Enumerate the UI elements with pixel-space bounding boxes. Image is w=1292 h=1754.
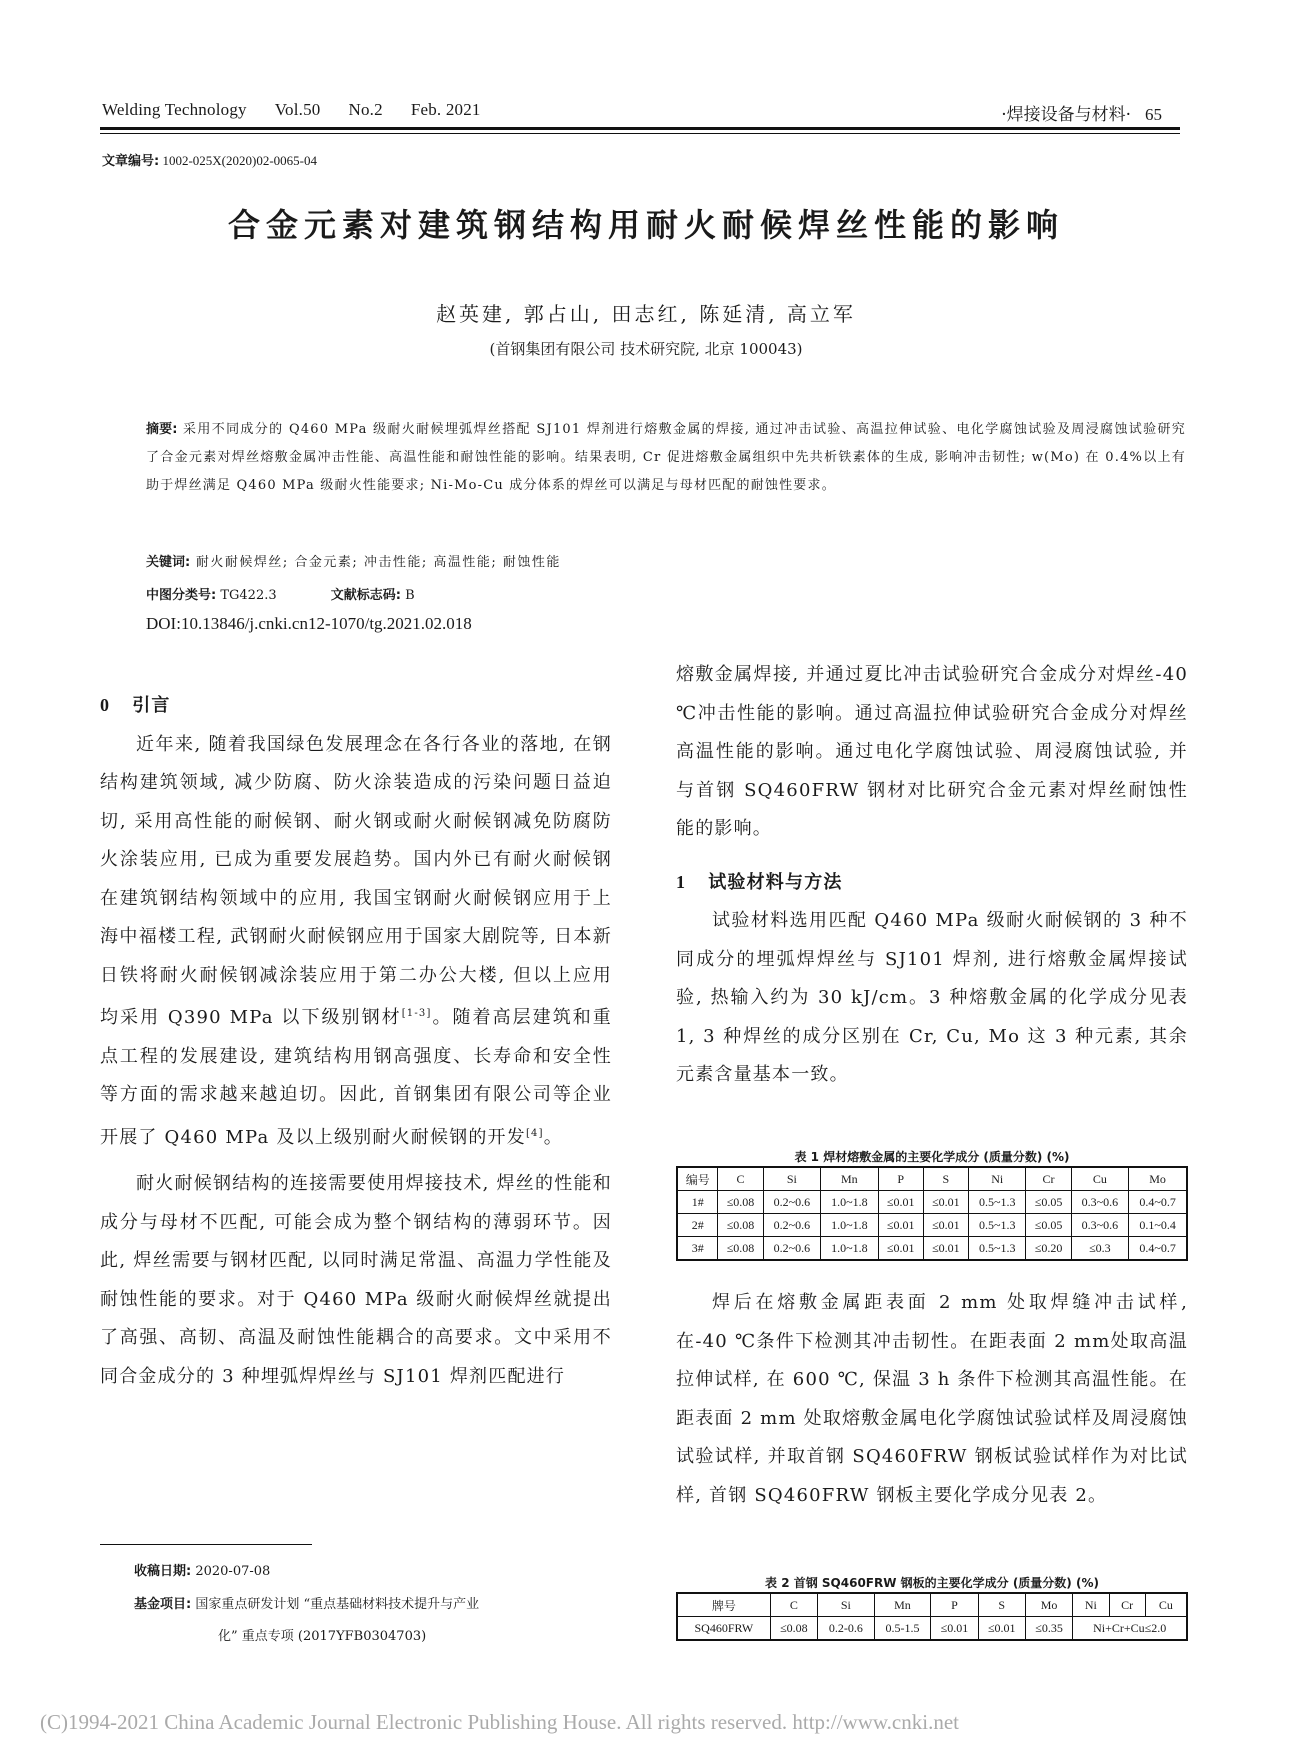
clc-label: 中图分类号:	[146, 588, 217, 603]
paragraph: 试验材料选用匹配 Q460 MPa 级耐火耐候钢的 3 种不同成分的埋弧焊焊丝与 SJ101 焊剂, 进行熔敷金属焊接试验, 热输入约为 30 kJ/cm。3 种熔敷金属的化学成分见表 1, 3 种焊丝的成分区别在 Cr, Cu, Mo 这 3 种元素, 其余元素含量基本一致。	[676, 910, 1188, 1085]
table-cell: 0.4~0.7	[1129, 1237, 1187, 1261]
received-label: 收稿日期:	[134, 1564, 192, 1579]
section-title: 试验材料与方法	[708, 871, 843, 893]
table-cell: ≤0.01	[931, 1617, 978, 1641]
keywords-text: 耐火耐候焊丝; 合金元素; 冲击性能; 高温性能; 耐蚀性能	[195, 555, 561, 570]
table-cell: ≤0.01	[878, 1237, 923, 1261]
running-header-right	[1001, 100, 1162, 125]
right-column-cont	[676, 1284, 1188, 1515]
column-header: C	[770, 1593, 817, 1617]
footnote-rule	[100, 1544, 312, 1545]
column-header: Si	[763, 1167, 821, 1191]
text: 。	[543, 1126, 563, 1148]
column-header: Ni	[968, 1167, 1026, 1191]
column-header: Mn	[874, 1593, 931, 1617]
doi: DOI:10.13846/j.cnki.cn12-1070/tg.2021.02.018	[146, 614, 472, 633]
table-cell: 0.3~0.6	[1071, 1191, 1129, 1214]
running-header-left	[102, 100, 509, 120]
paragraph	[100, 726, 612, 1158]
section-heading-1	[676, 863, 1188, 903]
column-header: Cr	[1026, 1167, 1071, 1191]
section-number: 1	[676, 871, 687, 892]
table-cell: 0.5~1.3	[968, 1214, 1026, 1237]
column-header: Cu	[1071, 1167, 1129, 1191]
paper-title: 合金元素对建筑钢结构用耐火耐候焊丝性能的影响	[227, 206, 1064, 244]
text: 近年来, 随着我国绿色发展理念在各行各业的落地, 在钢结构建筑领域, 减少防腐、防火涂装造成的污染问题日益迫切, 采用高性能的耐候钢、耐火钢或耐火耐候钢减免防腐防火涂装应用, 已成为重要发展趋势。国内外已有耐火耐候钢在建筑钢结构领域中的应用, 我国宝钢耐火耐候钢应用于上海中福楼工程, 武钢耐火耐候钢应用于国家大剧院等, 日本新日铁将耐火耐候钢减涂装应用于第二办公大楼, 但以上应用均采用 Q390 MPa 以下级别钢材	[100, 733, 612, 1028]
table-cell: Ni+Cr+Cu≤2.0	[1073, 1617, 1187, 1641]
column-header: C	[718, 1167, 763, 1191]
table-cell: 1.0~1.8	[821, 1237, 879, 1261]
table-cell: ≤0.20	[1026, 1237, 1071, 1261]
fund-project-cont: 化” 重点专项 (2017YFB0304703)	[218, 1629, 427, 1644]
table2	[676, 1592, 1188, 1641]
column-header: 牌号	[677, 1593, 770, 1617]
column-header: Mo	[1025, 1593, 1072, 1617]
section-number: 0	[100, 695, 111, 715]
table-cell: ≤0.08	[718, 1237, 763, 1261]
fund-text: 国家重点研发计划 “重点基础材料技术提升与产业	[195, 1597, 480, 1612]
page-number: 65	[1145, 105, 1162, 124]
column-header: Si	[818, 1593, 875, 1617]
clc-value: TG422.3	[220, 588, 277, 603]
column-header: P	[931, 1593, 978, 1617]
table-cell: ≤0.01	[923, 1191, 968, 1214]
table-cell: ≤0.01	[878, 1191, 923, 1214]
text: 。随着高层建筑和重点工程的发展建设, 建筑结构用钢高强度、长寿命和安全性等方面的需求越来越迫切。因此, 首钢集团有限公司等企业开展了 Q460 MPa 及以上级别耐火耐候钢的开发	[100, 1007, 612, 1148]
table-row	[677, 1214, 1187, 1237]
table-cell: 1#	[677, 1191, 718, 1214]
table-cell: 2#	[677, 1214, 718, 1237]
section-name: ·焊接设备与材料·	[1001, 105, 1131, 125]
pub-date: Feb. 2021	[410, 100, 481, 119]
table-cell: ≤0.01	[923, 1214, 968, 1237]
table-cell: ≤0.35	[1025, 1617, 1072, 1641]
table-cell: 0.4~0.7	[1129, 1191, 1187, 1214]
table1	[676, 1166, 1188, 1261]
table-cell: 1.0~1.8	[821, 1214, 879, 1237]
left-column	[100, 686, 612, 1396]
article-number-value: 1002-025X(2020)02-0065-04	[162, 153, 317, 168]
abstract-label: 摘要:	[146, 422, 178, 437]
paragraph: 耐火耐候钢结构的连接需要使用焊接技术, 焊丝的性能和成分与母材不匹配, 可能会成为整个钢结构的薄弱环节。因此, 焊丝需要与钢材匹配, 以同时满足常温、高温力学性能及耐蚀性能的要求。对于 Q460 MPa 级耐火耐候焊丝就提出了高强、高韧、高温及耐蚀性能耦合的高要求。文中采用不同合金成分的 3 种埋弧焊焊丝与 SJ101 焊剂匹配进行	[100, 1173, 612, 1387]
table-cell: ≤0.08	[770, 1617, 817, 1641]
abstract-text: 采用不同成分的 Q460 MPa 级耐火耐候埋弧焊丝搭配 SJ101 焊剂进行熔敷金属的焊接, 通过冲击试验、高温拉伸试验、电化学腐蚀试验及周浸腐蚀试验研究了合金元素对焊丝熔敷金属冲击性能、高温性能和耐蚀性能的影响。结果表明, Cr 促进熔敷金属组织中先共析铁素体的生成, 影响冲击韧性; w(Mo) 在 0.4%以上有助于焊丝满足 Q460 MPa 级耐火性能要求; Ni-Mo-Cu 成分体系的焊丝可以满足与母材匹配的耐蚀性要求。	[146, 422, 1187, 493]
column-header: S	[978, 1593, 1025, 1617]
right-column	[676, 656, 1188, 1095]
citation[interactable]: [4]	[525, 1127, 544, 1139]
column-header: Cr	[1109, 1593, 1145, 1617]
affiliation: (首钢集团有限公司 技术研究院, 北京 100043)	[489, 340, 803, 358]
table2-caption: 表 2 首钢 SQ460FRW 钢板的主要化学成分 (质量分数) (%)	[765, 1576, 1099, 1590]
column-header: 编号	[677, 1167, 718, 1191]
table-cell: ≤0.01	[923, 1237, 968, 1261]
classification	[146, 584, 415, 603]
table-cell: 0.3~0.6	[1071, 1214, 1129, 1237]
table-cell: 0.2-0.6	[818, 1617, 875, 1641]
table-cell: 1.0~1.8	[821, 1191, 879, 1214]
table-cell: ≤0.05	[1026, 1191, 1071, 1214]
table-cell: ≤0.01	[978, 1617, 1025, 1641]
header-rule-thick	[100, 127, 1180, 130]
table-row	[677, 1237, 1187, 1261]
table-cell: ≤0.01	[878, 1214, 923, 1237]
article-number	[102, 150, 317, 169]
table-cell: 0.2~0.6	[763, 1191, 821, 1214]
table-cell: ≤0.08	[718, 1191, 763, 1214]
section-title: 引言	[132, 695, 171, 716]
paragraph: 熔敷金属焊接, 并通过夏比冲击试验研究合金成分对焊丝-40 ℃冲击性能的影响。通过高温拉伸试验研究合金成分对焊丝高温性能的影响。通过电化学腐蚀试验、周浸腐蚀试验, 并与首钢 SQ460FRW 钢材对比研究合金元素对焊丝耐蚀性能的影响。	[676, 664, 1188, 839]
keywords	[146, 551, 561, 570]
column-header: Mn	[821, 1167, 879, 1191]
table-cell: ≤0.05	[1026, 1214, 1071, 1237]
doc-code-label: 文献标志码:	[330, 588, 401, 603]
journal-name: Welding Technology	[102, 100, 247, 119]
header-rule-thin	[100, 133, 1180, 134]
volume: Vol.50	[274, 100, 321, 119]
column-header: Cu	[1145, 1593, 1187, 1617]
table-cell: 0.2~0.6	[763, 1237, 821, 1261]
keywords-label: 关键词:	[146, 555, 191, 570]
table-row	[677, 1191, 1187, 1214]
article-number-label: 文章编号:	[102, 154, 160, 169]
copyright-watermark: (C)1994-2021 China Academic Journal Electronic Publishing House. All rights reserved. http://www.cnki.net	[40, 1710, 959, 1734]
authors: 赵英建, 郭占山, 田志红, 陈延清, 高立军	[436, 302, 856, 326]
section-heading-intro	[100, 686, 612, 726]
fund-label: 基金项目:	[134, 1597, 192, 1612]
fund-project	[134, 1590, 479, 1620]
column-header: Ni	[1073, 1593, 1109, 1617]
table-cell: 0.5-1.5	[874, 1617, 931, 1641]
table-cell: SQ460FRW	[677, 1617, 770, 1641]
table-cell: 0.5~1.3	[968, 1191, 1026, 1214]
column-header: P	[878, 1167, 923, 1191]
table1-caption: 表 1 焊材熔敷金属的主要化学成分 (质量分数) (%)	[794, 1150, 1070, 1164]
received-value: 2020-07-08	[195, 1564, 271, 1579]
table-cell: 0.2~0.6	[763, 1214, 821, 1237]
issue: No.2	[348, 100, 383, 119]
column-header: S	[923, 1167, 968, 1191]
table-cell: 3#	[677, 1237, 718, 1261]
table-cell: ≤0.08	[718, 1214, 763, 1237]
table-cell: 0.1~0.4	[1129, 1214, 1187, 1237]
doc-code-value: B	[405, 588, 415, 603]
citation[interactable]: [1-3]	[401, 1008, 432, 1019]
column-header: Mo	[1129, 1167, 1187, 1191]
table-row	[677, 1617, 1187, 1641]
table-cell: 0.5~1.3	[968, 1237, 1026, 1261]
paragraph: 焊后在熔敷金属距表面 2 mm 处取焊缝冲击试样, 在-40 ℃条件下检测其冲击韧性。在距表面 2 mm处取高温拉伸试样, 在 600 ℃, 保温 3 h 条件下检测其高温性能。在距表面 2 mm 处取熔敷金属电化学腐蚀试验试样及周浸腐蚀试验试样, 并取首钢 SQ460FRW 钢板试验试样作为对比试样, 首钢 SQ460FRW 钢板主要化学成分见表 2。	[676, 1292, 1188, 1506]
received-date	[134, 1557, 270, 1587]
table-cell: ≤0.3	[1071, 1237, 1129, 1261]
abstract	[146, 416, 1186, 500]
